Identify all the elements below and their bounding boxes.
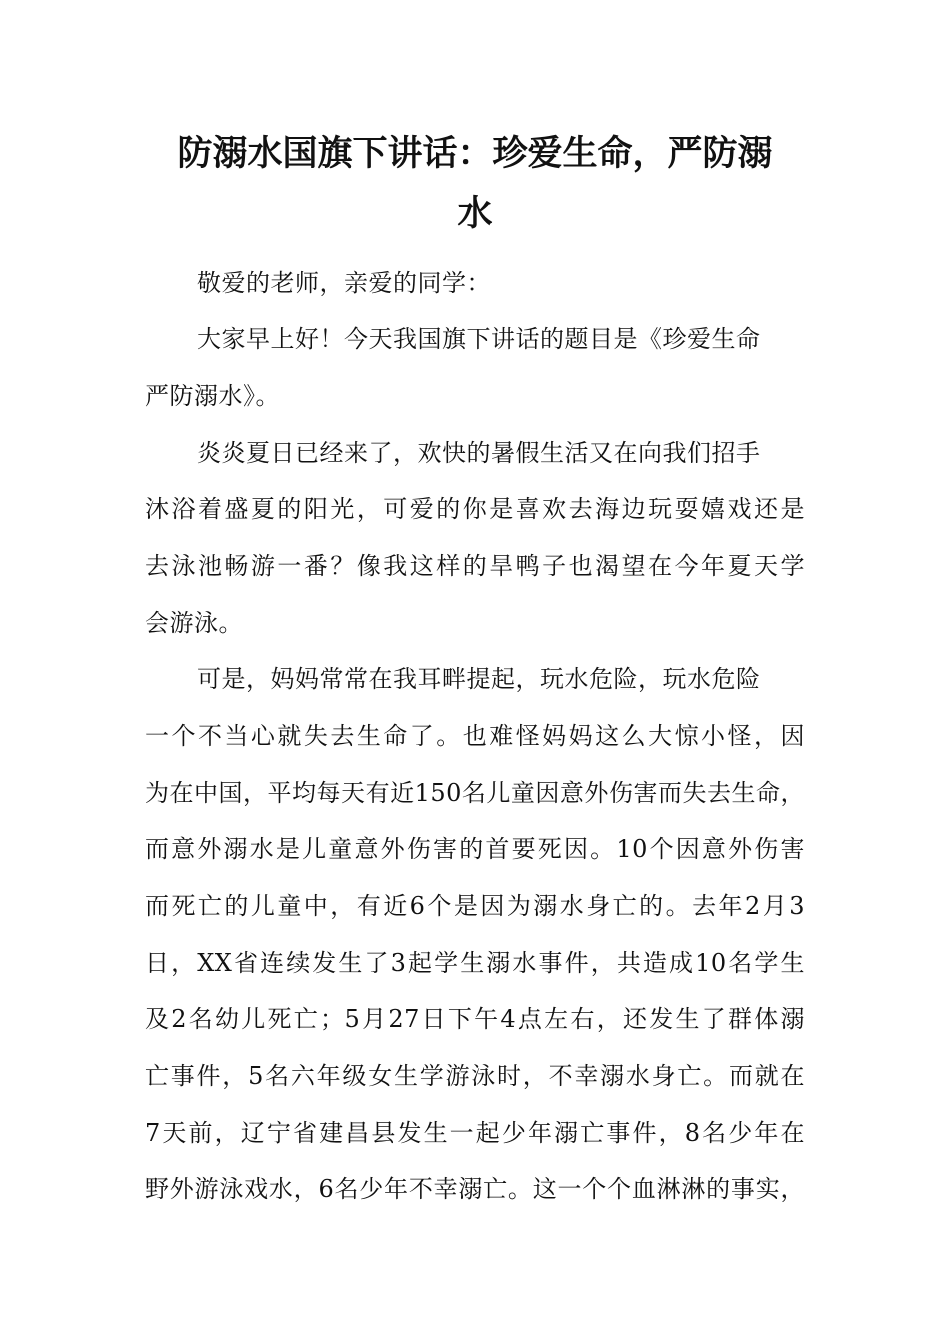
paragraph-2-line-3: 去泳池畅游一番？像我这样的旱鸭子也渴望在今年夏天学	[145, 552, 805, 580]
paragraph-3-line-4: 而意外溺水是儿童意外伤害的首要死因。10个因意外伤害	[145, 835, 805, 863]
paragraph-2-line-4: 会游泳。	[145, 609, 243, 637]
paragraph-2-line-1: 炎炎夏日已经来了，欢快的暑假生活又在向我们招手	[197, 439, 761, 467]
document-title-line-2: 水	[457, 194, 493, 234]
document-title-line-1: 防溺水国旗下讲话：珍爱生命，严防溺	[177, 134, 773, 174]
paragraph-1-line-2: 严防溺水》。	[145, 382, 280, 410]
paragraph-3-line-8: 亡事件，5名六年级女生学游泳时，不幸溺水身亡。而就在	[145, 1062, 805, 1090]
paragraph-3-line-5: 而死亡的儿童中，有近6个是因为溺水身亡的。去年2月3	[145, 892, 805, 920]
paragraph-3-line-7: 及2名幼儿死亡；5月27日下午4点左右，还发生了群体溺	[145, 1005, 805, 1033]
paragraph-3-line-3: 为在中国，平均每天有近150名儿童因意外伤害而失去生命，	[145, 779, 805, 807]
paragraph-3-line-2: 一个不当心就失去生命了。也难怪妈妈这么大惊小怪，因	[145, 722, 805, 750]
salutation-line: 敬爱的老师，亲爱的同学：	[197, 269, 491, 297]
paragraph-3-line-10: 野外游泳戏水，6名少年不幸溺亡。这一个个血淋淋的事实，	[145, 1175, 805, 1203]
paragraph-3-line-1: 可是，妈妈常常在我耳畔提起，玩水危险，玩水危险	[197, 665, 761, 693]
paragraph-3-line-9: 7天前，辽宁省建昌县发生一起少年溺亡事件，8名少年在	[145, 1119, 805, 1147]
paragraph-1-line-1: 大家早上好！今天我国旗下讲话的题目是《珍爱生命	[197, 325, 761, 353]
paragraph-3-line-6: 日，XX省连续发生了3起学生溺水事件，共造成10名学生	[145, 949, 805, 977]
paragraph-2-line-2: 沐浴着盛夏的阳光，可爱的你是喜欢去海边玩耍嬉戏还是	[145, 495, 805, 523]
